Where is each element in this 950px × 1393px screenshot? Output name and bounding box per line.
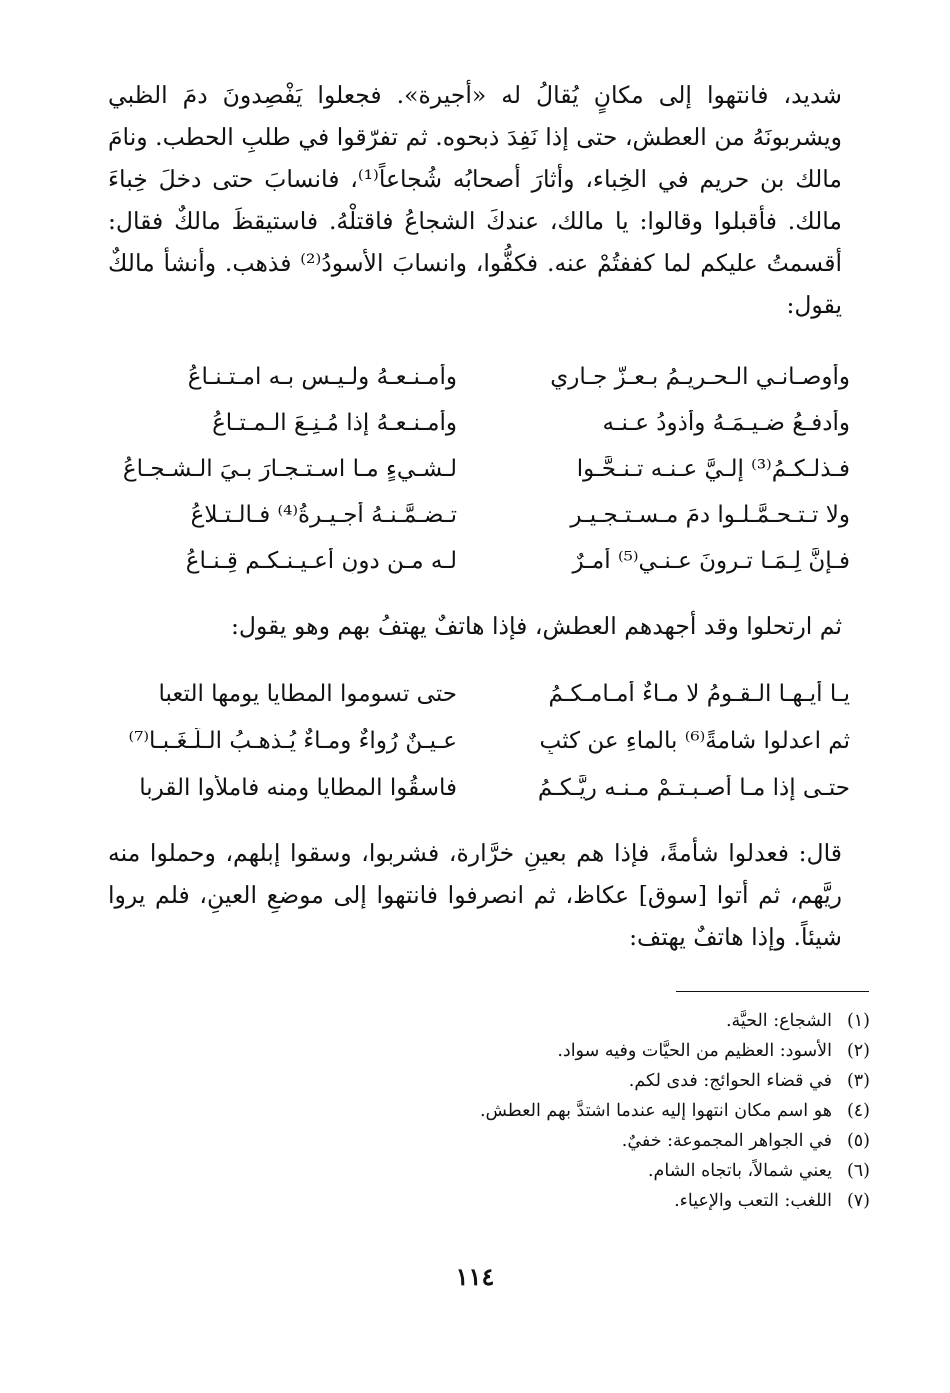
footnote — [90, 1066, 870, 1096]
verse-first-hemistich: ثم اعدلوا شامةً⁽⁶⁾ بالماءِ عن كثبٍ — [539, 727, 850, 754]
verse-first-hemistich: فـذلـكـمُ⁽³⁾ إلـيَّ عـنـه تـنـحَّـوا — [576, 456, 850, 482]
footnote-text: في قضاء الحوائج: فدى لكم. — [628, 1071, 832, 1091]
page-number: ١١٤ — [455, 1262, 495, 1291]
footnote-number: (٧) — [846, 1191, 870, 1211]
poem-hatif — [100, 670, 850, 811]
verse-line — [100, 538, 850, 584]
paragraph-spring: قال: فعدلوا شأمةً، فإذا هم بعينِ خرَّارة، فشربوا، وسقوا إبلهم، وحملوا منه ريَّهم، ثم أتوا [سوق] عكاظ، ثم انصرفوا فانتهوا إلى موضعِ العينِ، فلم يروا شيئاً. وإذا هاتفٌ يهتف: — [108, 839, 842, 951]
poem-malik — [100, 354, 850, 584]
verse-second-hemistich: حتى تسوموا المطايا يومها التعبا — [158, 680, 457, 707]
verse-line — [100, 717, 850, 764]
verse-line — [100, 354, 850, 400]
footnote — [90, 1096, 870, 1126]
footnote-number: (٤) — [846, 1101, 870, 1121]
verse-first-hemistich: يـا أيـهـا الـقـومُ لا مـاءٌ أمـامـكـمُ — [548, 680, 850, 707]
footnote-text: يعني شمالاً، باتجاه الشام. — [647, 1161, 832, 1181]
footnote-text: في الجواهر المجموعة: خفيٌ. — [621, 1131, 832, 1151]
paragraph-opening: شديد، فانتهوا إلى مكانٍ يُقالُ له «أجيرة». فجعلوا يَفْصِدونَ دمَ الظبي ويشربونَهُ من العطش، حتى إذا نَفِدَ ذبحوه. ثم تفرّقوا في طلبِ الحطب. ونامَ مالك بن حريم في الخِباء، وأثارَ أصحابُه شُجاعاً⁽¹⁾، فانسابَ حتى دخلَ خِباءَ مالك. فأقبلوا وقالوا: يا مالك، عندكَ الشجاعُ فاقتلْهُ. فاستيقظَ مالكٌ فقال: أقسمتُ عليكم لما كففتُمْ عنه. فكفُّوا، وانسابَ الأسودُ⁽²⁾ فذهب. وأنشأ مالكٌ يقول: — [108, 81, 842, 319]
verse-first-hemistich: ولا تـتـحـمَّـلـوا دمَ مـسـتـجـيـرٍ — [570, 502, 850, 528]
verse-second-hemistich: فاسقُوا المطايا ومنه فاملأوا القربا — [139, 774, 457, 801]
footnote-text: هو اسم مكان انتهوا إليه عندما اشتدَّ بهم العطش. — [479, 1101, 832, 1121]
verse-second-hemistich: وأمـنـعـهُ ولـيـس بـه امـتـنـاعُ — [187, 364, 457, 390]
verse-second-hemistich: تـضـمَّـنـهُ أجـيـرةُ⁽⁴⁾ فـالـتـلاعُ — [190, 502, 457, 528]
footnote-number: (٣) — [846, 1071, 870, 1091]
verse-line — [100, 400, 850, 446]
verse-line — [100, 670, 850, 717]
verse-second-hemistich: وأمـنـعـهُ إذا مُـنِـعَ الـمـتـاعُ — [212, 410, 457, 436]
paragraph-departure: ثم ارتحلوا وقد أجهدهم العطش، فإذا هاتفٌ يهتفُ بهم وهو يقول: — [231, 612, 842, 640]
footnote-number: (١) — [846, 1011, 870, 1031]
footnote-number: (٥) — [846, 1131, 870, 1151]
footnote — [90, 1156, 870, 1186]
footnote — [90, 1126, 870, 1156]
verse-second-hemistich: عـيـنٌ رُواءٌ ومـاءٌ يُـذهـبُ الـلَّـغَـبـا⁽⁷⁾ — [128, 727, 457, 754]
verse-first-hemistich: فـإنَّ لِـمَـا تـرونَ عـنـي⁽⁵⁾ أمـرٌ — [572, 548, 850, 574]
verse-first-hemistich: وأدفـعُ ضـيـمَـهُ وأذودُ عـنـه — [602, 410, 850, 436]
verse-first-hemistich: وأوصـانـي الـحـريـمُ بـعـزّ جـاري — [550, 364, 850, 390]
footnote-text: الأسود: العظيم من الحيَّات وفيه سواد. — [557, 1041, 832, 1061]
verse-line — [100, 446, 850, 492]
footnote — [90, 1186, 870, 1216]
verse-second-hemistich: لـشـيءٍ مـا اسـتـجـارَ بـيَ الـشـجـاعُ — [122, 456, 457, 482]
footnote-text: الشجاع: الحيَّة. — [725, 1011, 832, 1031]
footnotes — [90, 1006, 870, 1216]
verse-line — [100, 764, 850, 811]
footnote — [90, 1036, 870, 1066]
footnote-divider — [676, 991, 869, 992]
verse-first-hemistich: حتـى إذا مـا أصـبـتـمْ مـنـه رِيَّـكـمُ — [537, 774, 850, 801]
footnote — [90, 1006, 870, 1036]
verse-line — [100, 492, 850, 538]
verse-second-hemistich: لـه مـن دونِ أعـيـنـكـم قِـنـاعُ — [185, 548, 457, 574]
footnote-text: اللغب: التعب والإعياء. — [674, 1191, 832, 1211]
footnote-number: (٢) — [846, 1041, 870, 1061]
footnote-number: (٦) — [846, 1161, 870, 1181]
